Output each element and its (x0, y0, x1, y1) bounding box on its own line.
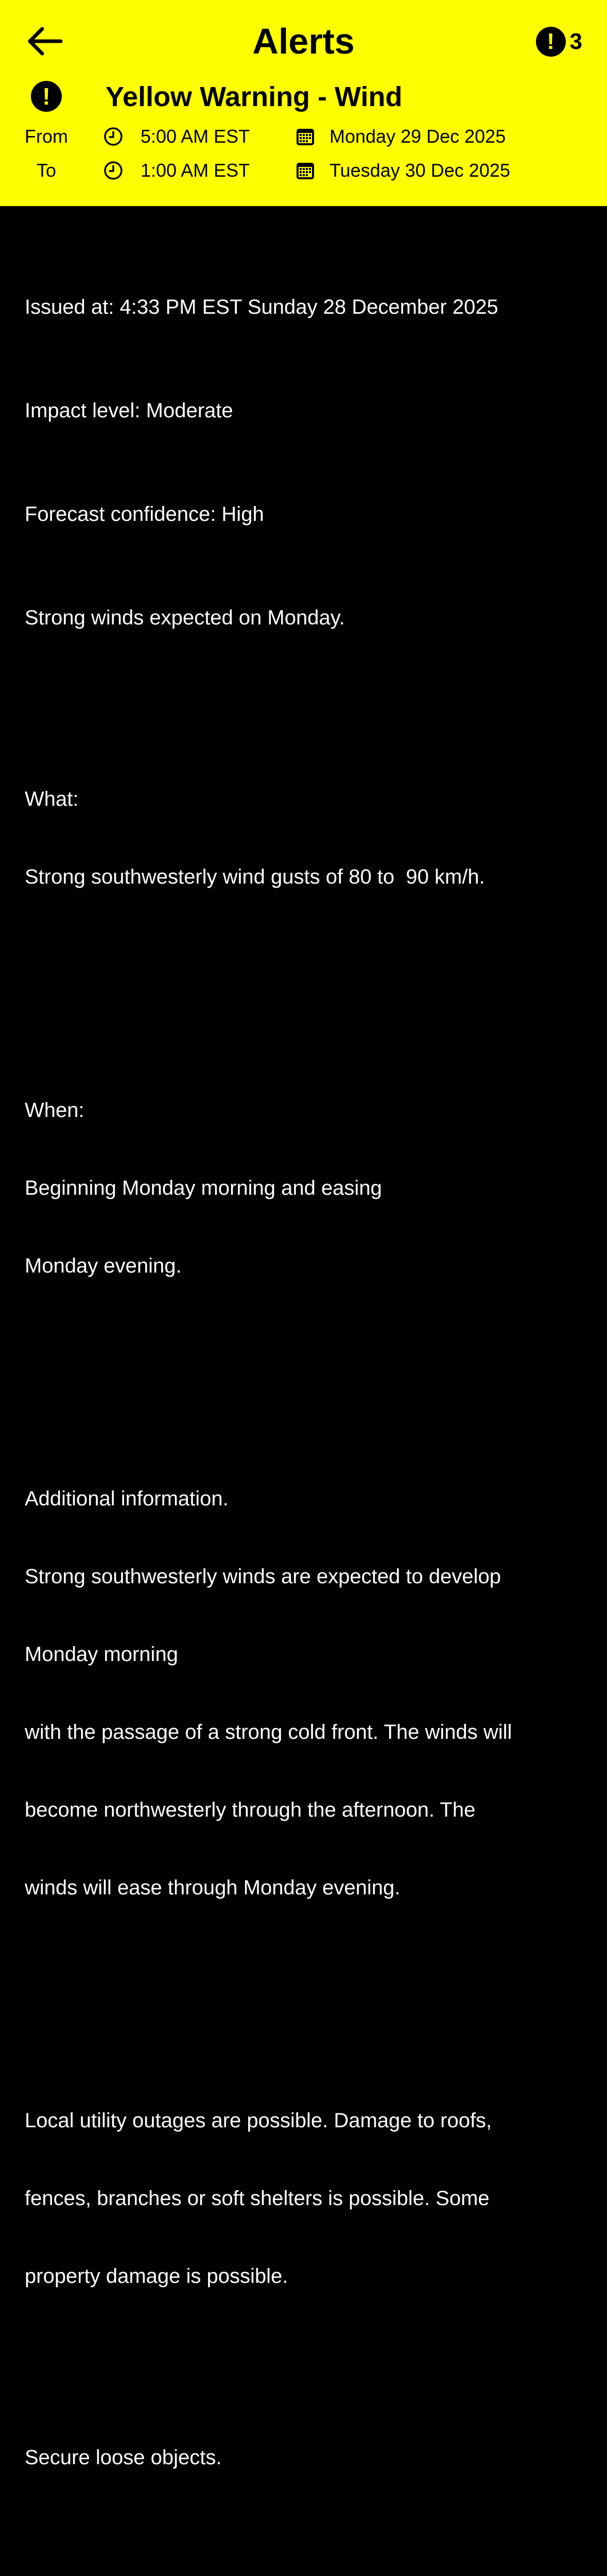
impacts-line: fences, branches or soft shelters is possible. Some (25, 2187, 490, 2210)
alert-header (0, 0, 607, 206)
clock-icon (103, 161, 123, 180)
impacts-line: Local utility outages are possible. Damage to roofs, (25, 2109, 492, 2132)
impact-level: Impact level: Moderate (25, 399, 233, 422)
additional-line: become northwesterly through the afternoon. The (25, 1798, 476, 1821)
forecast-confidence: Forecast confidence: High (25, 502, 264, 526)
additional-section (25, 1434, 586, 1953)
page-title: Alerts (252, 21, 355, 61)
warning-icon: ! (31, 81, 62, 112)
alert-count: 3 (569, 29, 582, 54)
to-row (0, 156, 607, 185)
what-text: Strong southwesterly wind gusts of 80 to 90 km/h. (25, 866, 485, 889)
when-line: Monday evening. (25, 1254, 182, 1277)
summary-text: Strong winds expected on Monday. (25, 606, 345, 630)
when-label: When: (25, 1098, 84, 1122)
when-line: Beginning Monday morning and easing (25, 1176, 382, 1199)
additional-line: Strong southwesterly winds are expected to develop (25, 1565, 501, 1588)
impacts-section (25, 2056, 586, 2341)
calendar-icon (296, 161, 315, 180)
additional-label: Additional information. (25, 1487, 229, 1511)
calendar-icon (296, 127, 315, 146)
to-label: To (36, 160, 57, 181)
what-label: What: (25, 788, 79, 811)
alert-description (25, 242, 586, 2576)
additional-line: winds will ease through Monday evening. (25, 1876, 401, 1899)
alert-count-badge[interactable] (536, 26, 582, 58)
additional-line: with the passage of a strong cold front. The winds will (25, 1720, 512, 1743)
to-time: 1:00 AM EST (141, 160, 250, 181)
impacts-line: property damage is possible. (25, 2265, 288, 2288)
from-row (0, 122, 607, 151)
from-time: 5:00 AM EST (141, 126, 250, 147)
alert-title: Yellow Warning - Wind (106, 81, 403, 112)
what-section (25, 735, 586, 942)
when-section (25, 1045, 586, 1330)
exclamation-circle-icon: ! (536, 27, 566, 57)
to-date: Tuesday 30 Dec 2025 (329, 160, 510, 181)
issued-text: Issued at: 4:33 PM EST Sunday 28 December 2025 (25, 295, 498, 318)
from-label: From (25, 126, 68, 147)
from-date: Monday 29 Dec 2025 (329, 126, 506, 147)
clock-icon (103, 127, 123, 146)
additional-line: Monday morning (25, 1643, 178, 1666)
advice-text: Secure loose objects. (25, 2446, 222, 2469)
